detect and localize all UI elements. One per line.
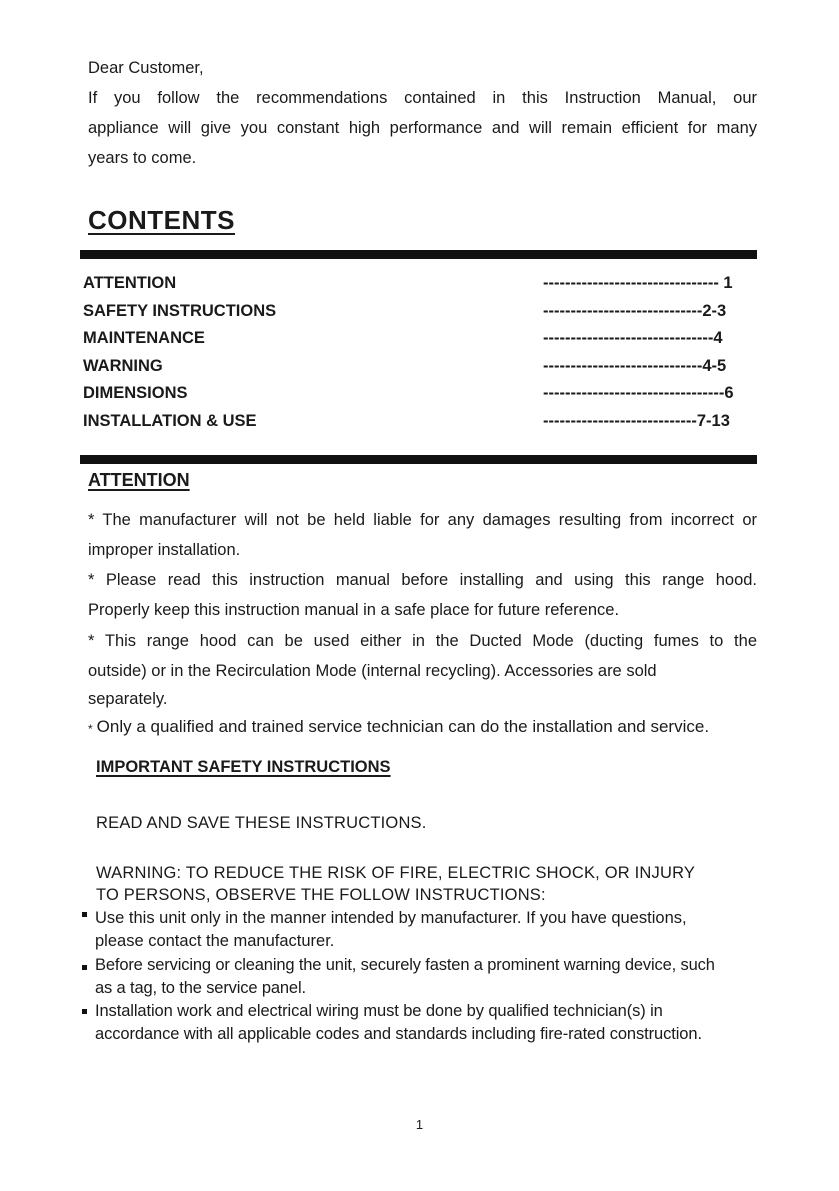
intro-line-2: appliance will give you constant high performance and will remain efficient for many — [88, 119, 757, 137]
toc-page: -----------------------------4-5 — [543, 356, 727, 375]
contents-bottom-rule — [80, 455, 757, 464]
attention-p2-line1: * Please read this instruction manual before installing and using this range hood. — [88, 571, 757, 589]
toc-title: DIMENSIONS — [83, 384, 188, 403]
attention-p1-line2: improper installation. — [88, 541, 241, 559]
square-bullet-icon — [82, 965, 87, 970]
contents-top-rule — [80, 250, 757, 259]
bullet-star-icon: * — [88, 722, 93, 736]
attention-p2-line2: Properly keep this instruction manual in a safe place for future reference. — [88, 601, 620, 619]
page-number: 1 — [415, 1117, 424, 1132]
toc-row-installation-use — [83, 408, 753, 436]
toc-row-warning — [83, 353, 753, 381]
safety-bullet-2 — [80, 954, 760, 1000]
read-save-notice: READ AND SAVE THESE INSTRUCTIONS. — [96, 814, 427, 832]
toc-row-attention — [83, 270, 753, 298]
intro-line-3: years to come. — [88, 149, 197, 167]
safety-bullet-3 — [80, 1000, 760, 1046]
warning-line-2: TO PERSONS, OBSERVE THE FOLLOW INSTRUCTIONS: — [96, 886, 546, 904]
toc-title: WARNING — [83, 356, 163, 375]
toc-title: SAFETY INSTRUCTIONS — [83, 301, 277, 320]
toc-page: -------------------------------4 — [543, 329, 723, 348]
toc-page: ----------------------------7-13 — [543, 411, 730, 430]
toc-title: MAINTENANCE — [83, 329, 205, 348]
safety-bullet-2-line2: as a tag, to the service panel. — [95, 979, 306, 997]
contents-heading: CONTENTS — [88, 205, 235, 235]
table-of-contents — [83, 270, 753, 436]
square-bullet-icon — [82, 1009, 87, 1014]
attention-p4 — [88, 712, 709, 744]
safety-heading: IMPORTANT SAFETY INSTRUCTIONS — [96, 758, 391, 776]
safety-bullet-2-line1: Before servicing or cleaning the unit, securely fasten a prominent warning device, such — [95, 956, 715, 974]
square-bullet-icon — [82, 912, 87, 917]
greeting: Dear Customer, — [88, 59, 204, 77]
toc-title: ATTENTION — [83, 274, 177, 292]
toc-row-dimensions — [83, 380, 753, 408]
toc-title: INSTALLATION & USE — [83, 411, 257, 430]
toc-row-safety-instructions — [83, 298, 753, 326]
attention-p3-line1: * This range hood can be used either in the Ducted Mode (ducting fumes to the — [88, 632, 757, 650]
safety-bullet-1-line1: Use this unit only in the manner intended by manufacturer. If you have questions, — [95, 909, 687, 927]
safety-bullet-1 — [80, 907, 760, 953]
toc-page: -------------------------------- 1 — [543, 274, 733, 292]
attention-heading: ATTENTION — [88, 470, 190, 490]
toc-row-maintenance — [83, 325, 753, 353]
safety-bullet-1-line2: please contact the manufacturer. — [95, 932, 335, 950]
attention-p4-text: Only a qualified and trained service technician can do the installation and service. — [96, 717, 710, 736]
intro-line-1: If you follow the recommendations contained in this Instruction Manual, our — [88, 89, 757, 107]
attention-p1-line1: * The manufacturer will not be held liable for any damages resulting from incorrect or — [88, 511, 757, 529]
safety-bullet-3-line2: accordance with all applicable codes and standards including fire-rated construction. — [95, 1025, 702, 1043]
attention-p3-line2: outside) or in the Recirculation Mode (internal recycling). Accessories are sold — [88, 662, 657, 680]
attention-p3-line3: separately. — [88, 690, 168, 708]
toc-page: -----------------------------2-3 — [543, 301, 727, 320]
safety-bullet-3-line1: Installation work and electrical wiring must be done by qualified technician(s) in — [95, 1002, 663, 1020]
toc-page: ---------------------------------6 — [543, 384, 734, 403]
warning-line-1: WARNING: TO REDUCE THE RISK OF FIRE, ELECTRIC SHOCK, OR INJURY — [96, 864, 696, 882]
